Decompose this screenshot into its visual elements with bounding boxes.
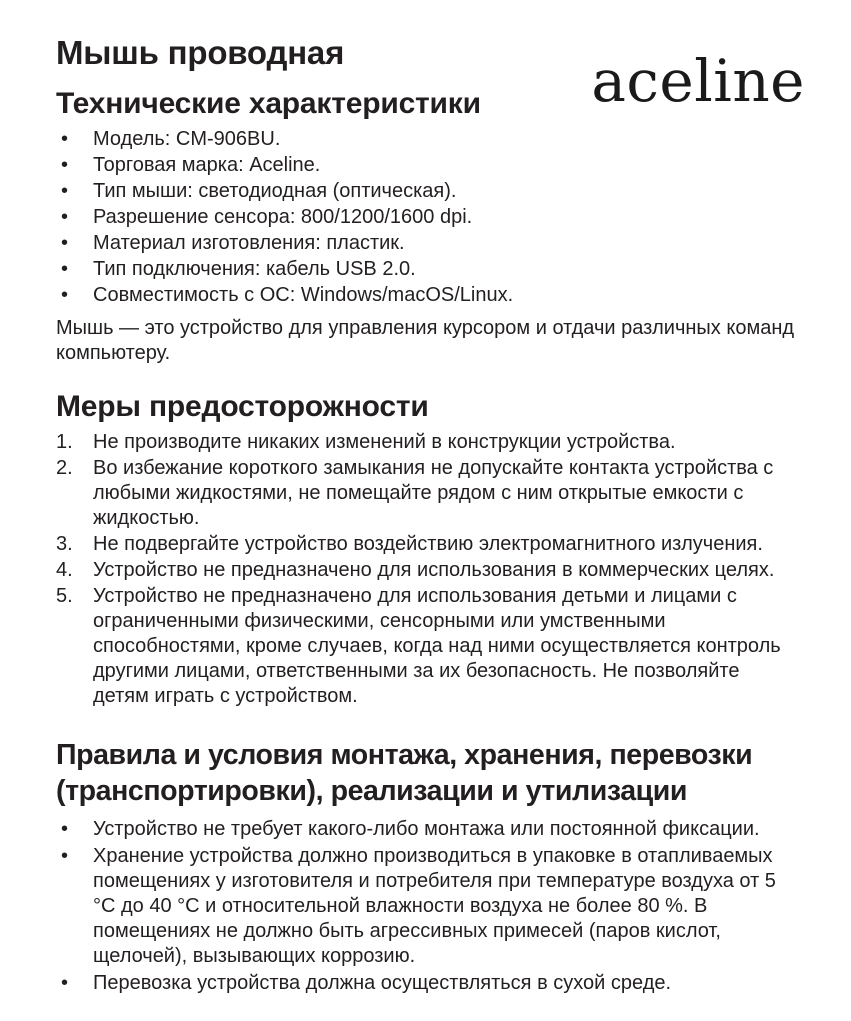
aceline-brand-logo: aceline <box>591 47 805 115</box>
list-item <box>56 127 795 152</box>
bullet-icon: • <box>61 206 69 228</box>
section-heading-rules-line1: Правила и условия монтажа, хранения, перевозки <box>56 739 753 771</box>
list-number: 4. <box>56 559 73 581</box>
list-item-text: Совместимость с ОС: Windows/macOS/Linux. <box>93 284 514 306</box>
list-number: 1. <box>56 431 73 453</box>
list-item <box>56 430 795 455</box>
list-item <box>56 283 795 308</box>
list-number: 2. <box>56 457 73 479</box>
list-item <box>56 971 795 996</box>
bullet-icon: • <box>61 258 69 280</box>
list-item <box>56 205 795 230</box>
list-item <box>56 584 795 709</box>
list-item <box>56 231 795 256</box>
rules-list <box>56 817 795 996</box>
list-item-text: Торговая марка: Aceline. <box>93 154 321 176</box>
mouse-definition-paragraph: Мышь — это устройство для управления курсором и отдачи различных команд компьютеру. <box>56 317 795 364</box>
bullet-icon: • <box>61 180 69 202</box>
precautions-list <box>56 430 795 709</box>
list-item-text: Не подвергайте устройство воздействию электромагнитного излучения. <box>93 533 763 555</box>
page-title: Мышь проводная <box>56 34 345 71</box>
list-item-text: Устройство не предназначено для использования в коммерческих целях. <box>93 559 775 581</box>
list-item <box>56 257 795 282</box>
section-heading-rules <box>56 737 784 809</box>
list-item-text: Материал изготовления: пластик. <box>93 232 405 254</box>
list-item-text: Хранение устройства должно производиться в упаковке в отапливаемых помещениях у изготовителя и потребителя при температуре воздуха от 5 °C до 40 °C и относительной влажности воздуха не более 80 %. В помещениях не должно быть агрессивных примесей (паров кислот, щелочей), вызывающих коррозию. <box>93 845 776 967</box>
list-item-text: Модель: CM-906BU. <box>93 128 281 150</box>
bullet-icon: • <box>61 818 69 840</box>
section-heading-precautions: Меры предосторожности <box>56 390 429 423</box>
section-heading-specifications: Технические характеристики <box>56 87 481 120</box>
list-number: 3. <box>56 533 73 555</box>
list-item <box>56 456 795 531</box>
list-item <box>56 817 795 842</box>
list-item <box>56 558 795 583</box>
bullet-icon: • <box>61 845 69 867</box>
bullet-icon: • <box>61 128 69 150</box>
list-item-text: Устройство не предназначено для использования детьми и лицами с ограниченными физическими, сенсорными или умственными способностями, кроме случаев, когда над ними осуществляется контроль другими лицами, ответственными за их безопасность. Не позволяйте детям играть с устройством. <box>93 585 781 707</box>
list-item <box>56 153 795 178</box>
list-item-text: Тип мыши: светодиодная (оптическая). <box>93 180 457 202</box>
list-item <box>56 532 795 557</box>
bullet-icon: • <box>61 232 69 254</box>
section-heading-rules-line2: (транспортировки), реализации и утилизации <box>56 775 688 807</box>
list-item-text: Устройство не требует какого-либо монтажа или постоянной фиксации. <box>93 818 760 840</box>
list-item-text: Не производите никаких изменений в конструкции устройства. <box>93 431 676 453</box>
specifications-list <box>56 127 795 308</box>
bullet-icon: • <box>61 154 69 176</box>
list-item <box>56 844 795 969</box>
list-number: 5. <box>56 585 73 607</box>
list-item-text: Перевозка устройства должна осуществляться в сухой среде. <box>93 972 672 994</box>
list-item <box>56 179 795 204</box>
list-item-text: Тип подключения: кабель USB 2.0. <box>93 258 416 280</box>
list-item-text: Во избежание короткого замыкания не допускайте контакта устройства с любыми жидкостями, не помещайте рядом с ним открытые емкости с жидкостью. <box>93 457 774 529</box>
bullet-icon: • <box>61 972 69 994</box>
bullet-icon: • <box>61 284 69 306</box>
list-item-text: Разрешение сенсора: 800/1200/1600 dpi. <box>93 206 473 228</box>
